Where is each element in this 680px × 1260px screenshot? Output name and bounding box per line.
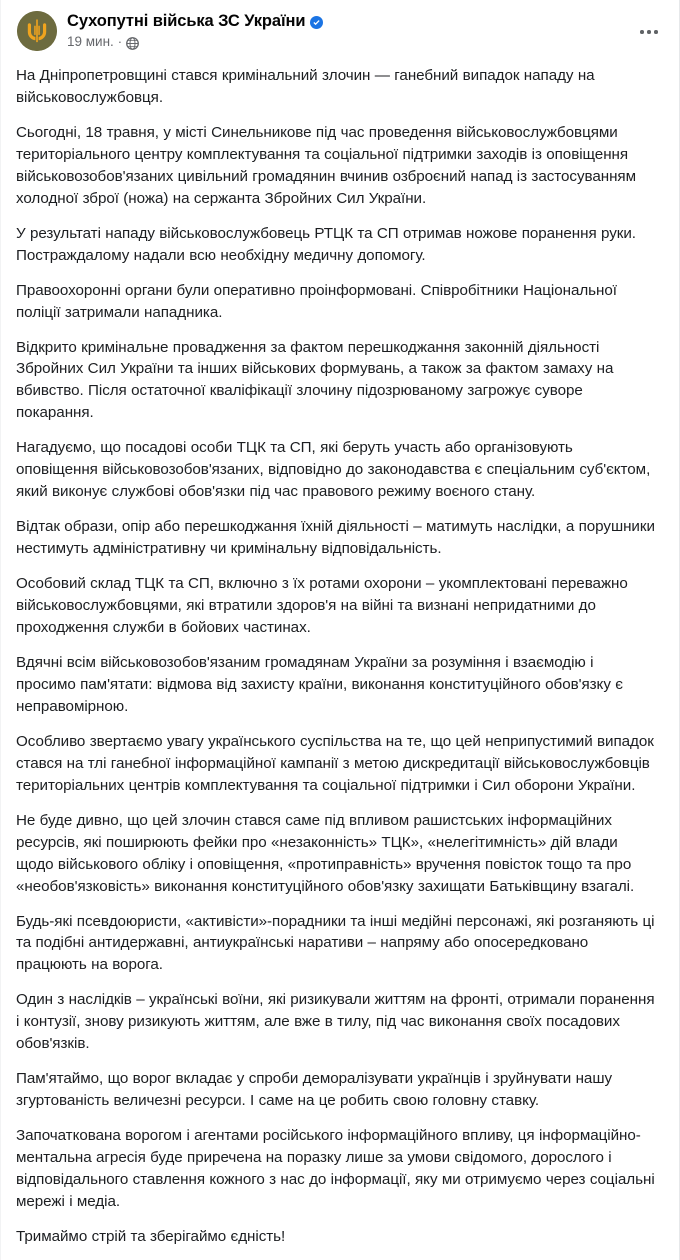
post-paragraph: У результаті нападу військовослужбовець РТЦК та СП отримав ножове поранення руки. Постраждалому надали всю необхідну медичну допомогу. — [16, 224, 636, 264]
post-paragraph: Один з наслідків – українські воїни, які ризикували життям на фронті, отримали поранення і контузії, знову ризикують життям, але вже в тилу, під час виконання своїх посадових обов'язків. — [16, 991, 655, 1053]
post-paragraph: Тримаймо стрій та зберігаймо єдність! — [16, 1227, 286, 1245]
globe-public-icon[interactable] — [126, 37, 139, 50]
meta-separator: · — [117, 34, 123, 50]
post-paragraph: Пам'ятаймо, що ворог вкладає у спроби деморалізувати українців і зруйнувати нашу згуртованість величезні ресурси. І саме на це робить свою головну ставку. — [16, 1070, 613, 1110]
author-name-row — [67, 12, 323, 31]
post-paragraph: Особовий склад ТЦК та СП, включно з їх ротами охорони – укомплектовані переважно військовослужбовцями, які втратили здоров'я на війні та визнані непридатними до проходження служби в бойових частинах. — [16, 575, 628, 637]
post-paragraph: Не буде дивно, що цей злочин стався саме під впливом рашистських інформаційних ресурсів, які поширюють фейки про «незаконність» ТЦК», «нелегітимність» дій влади щодо військового обліку і оповіщення, «протиправність» вручення повісток тощо та про «необов'язковість» виконання конституційного обов'язку захищати Батьківщину взагалі. — [16, 811, 635, 895]
post-paragraph: Нагадуємо, що посадові особи ТЦК та СП, які беруть участь або організовують оповіщення військовозобов'язаних, відповідно до законодавства є спеціальним суб'єктом, який виконує службові обов'язки під час правового режиму воєного стану. — [16, 439, 651, 501]
post-paragraph: Вдячні всім військовозобов'язаним громадянам України за розуміння і взаємодію і просимо пам'ятати: відмова від захисту країни, виконання конституційного обов'язку є неправомірною. — [16, 653, 623, 715]
avatar[interactable] — [17, 11, 57, 51]
page-name[interactable]: Сухопутні війська ЗС України — [67, 12, 306, 30]
post-paragraph: Відкрито кримінальне провадження за фактом перешкоджання законній діяльності Збройних Сил України та інших військових формувань, а також за фактом замаху на вбивство. Після остаточної кваліфікації злочину підозрюваному загрожує суворе покарання. — [16, 338, 614, 422]
post-body — [1, 57, 679, 1260]
post-options-menu-button[interactable] — [633, 16, 665, 48]
post-author-info — [67, 11, 323, 50]
post-meta-row — [67, 34, 323, 50]
verified-badge-icon — [310, 16, 323, 29]
post-paragraph: Сьогодні, 18 травня, у місті Синельникове під час проведення військовослужбовцями територіального центру комплектування та соціальної підтримки заходів із оповіщення військовозобов'язаних цивільний громадянин вчинив озброєний напад із застосуванням холодної зброї (ножа) на сержанта Збройних Сил України. — [16, 123, 636, 207]
post-paragraph: Правоохоронні органи були оперативно проінформовані. Співробітники Національної поліції затримали нападника. — [16, 281, 617, 321]
post-paragraph: Відтак образи, опір або перешкоджання їхній діяльності – матимуть наслідки, а порушники нестимуть адміністративну чи кримінальну відповідальність. — [16, 518, 655, 558]
post-paragraph: Започаткована ворогом і агентами російського інформаційного впливу, ця інформаційно-ментальна агресія буде приречена на поразку лише за умови свідомого, дорослого і відповідального ставлення кожного з нас до інформації, яку ми отримуємо через соціальні мережі і медіа. — [16, 1127, 655, 1210]
three-dots-menu-icon — [640, 30, 658, 34]
post-header — [1, 0, 679, 57]
post-paragraph: Будь-які псевдоюристи, «активісти»-порадники та інші медійні персонажі, які розганяють ці та подібні антидержавні, антиукраїнські наративи – напряму або опосередковано працюють на ворога. — [16, 912, 655, 974]
post-paragraph: Особливо звертаємо увагу українського суспільства на те, що цей неприпустимий випадок стався на тлі ганебної інформаційної кампанії з метою дискредитації військовослужбовців територіальних центрів комплектування та соціальної підтримки і Сил оборони України. — [16, 732, 654, 794]
post-timestamp[interactable]: 19 мин. — [67, 33, 114, 49]
post-paragraph: На Дніпропетровщині стався кримінальний злочин — ганебний випадок нападу на військовослужбовця. — [16, 67, 595, 106]
